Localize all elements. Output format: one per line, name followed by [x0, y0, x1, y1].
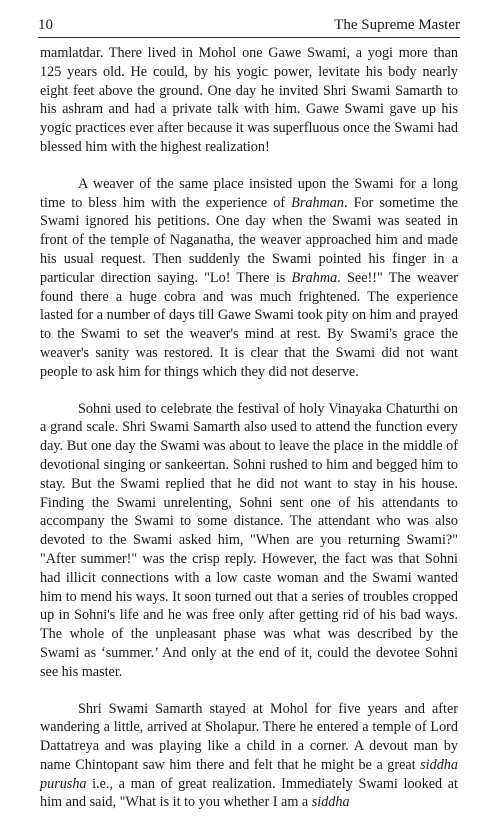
page-header: [38, 12, 460, 34]
text-run: . For sometime the Swami ignored his petitions. One day when the Swami was seated in front of the temple of Naganatha, the weaver approached him and made his usual request. Then suddenly the Swami pointed his finger in a particular direction saying. "Lo! There is: [40, 194, 458, 286]
text-run: . See!!" The weaver found there a huge cobra and was much frightened. The experience lasted for a number of days till Gawe Swami took pity on him and prayed to the Swami to set the weaver's mind at rest. By Swami's grace the weaver's sanity was restored. It is clear that the Swami did not want people to ask him for things which they did not deserve.: [40, 269, 459, 380]
italic-term: siddha: [311, 794, 350, 811]
text-run: A weaver of the same place insisted upon the Swami for a long time to bless him with the experience of: [40, 175, 458, 211]
text-run: Sohni used to celebrate the festival of holy Vinayaka Chaturthi on a grand scale. Shri Swami Samarth also used to attend the function every day. But one day the Swami was about to leave the place in the middle of devotional singing or sankeertan. Sohni rushed to him and begged him to stay. But the Swami replied that he did not want to stay in his house. Finding the Swami unrelenting, Sohni sent one of his attendants to accompany the Swami to some distance. The attendant who was also devoted to the Swami asked him, "When are you returning Swami?" "After summer!" was the crisp reply. However, the fact was that Sohni had illicit connections with a low caste woman and the Swami wanted him to mend his ways. It soon turned out that a series of troubles cropped up in Sohni's life and he was free only after getting rid of his bad ways. The whole of the unpleasant phase was what was described by the Swami as ‘summer.’ And only at the end of it, could the devotee Sohni see his master.: [40, 400, 458, 680]
paragraph-4: [40, 700, 458, 813]
text-run: i.e., a man of great realization. Immediately Swami looked at him and said, "What is it to you whether I am a: [40, 775, 458, 811]
page-body: [40, 44, 458, 812]
italic-term: Brahman: [291, 194, 344, 211]
italic-term: siddha purusha: [40, 756, 458, 792]
paragraph-3: [40, 400, 458, 682]
running-title: The Supreme Master: [334, 17, 460, 33]
italic-term: Brahma: [291, 269, 338, 286]
text-run: mamlatdar. There lived in Mohol one Gawe Swami, a yogi more than 125 years old. He could, by his yogic power, levitate his body nearly eight feet above the ground. One day he invited Shri Swami Samarth to his ashram and had a private talk with him. Gawe Swami gave up his yogic practices ever after because it was superfluous once the Swami had blessed him with the highest realization!: [40, 45, 458, 155]
paragraph-2: [40, 175, 458, 382]
text-run: Shri Swami Samarth stayed at Mohol for five years and after wandering a little, arrived at Sholapur. There he entered a temple of Lord Dattatreya and was playing like a child in a corner. A devout man by name Chintopant saw him there and felt that he might be a great: [40, 700, 458, 773]
header-rule: [38, 37, 460, 38]
page-number: 10: [38, 17, 53, 33]
paragraph-1: [40, 44, 458, 157]
